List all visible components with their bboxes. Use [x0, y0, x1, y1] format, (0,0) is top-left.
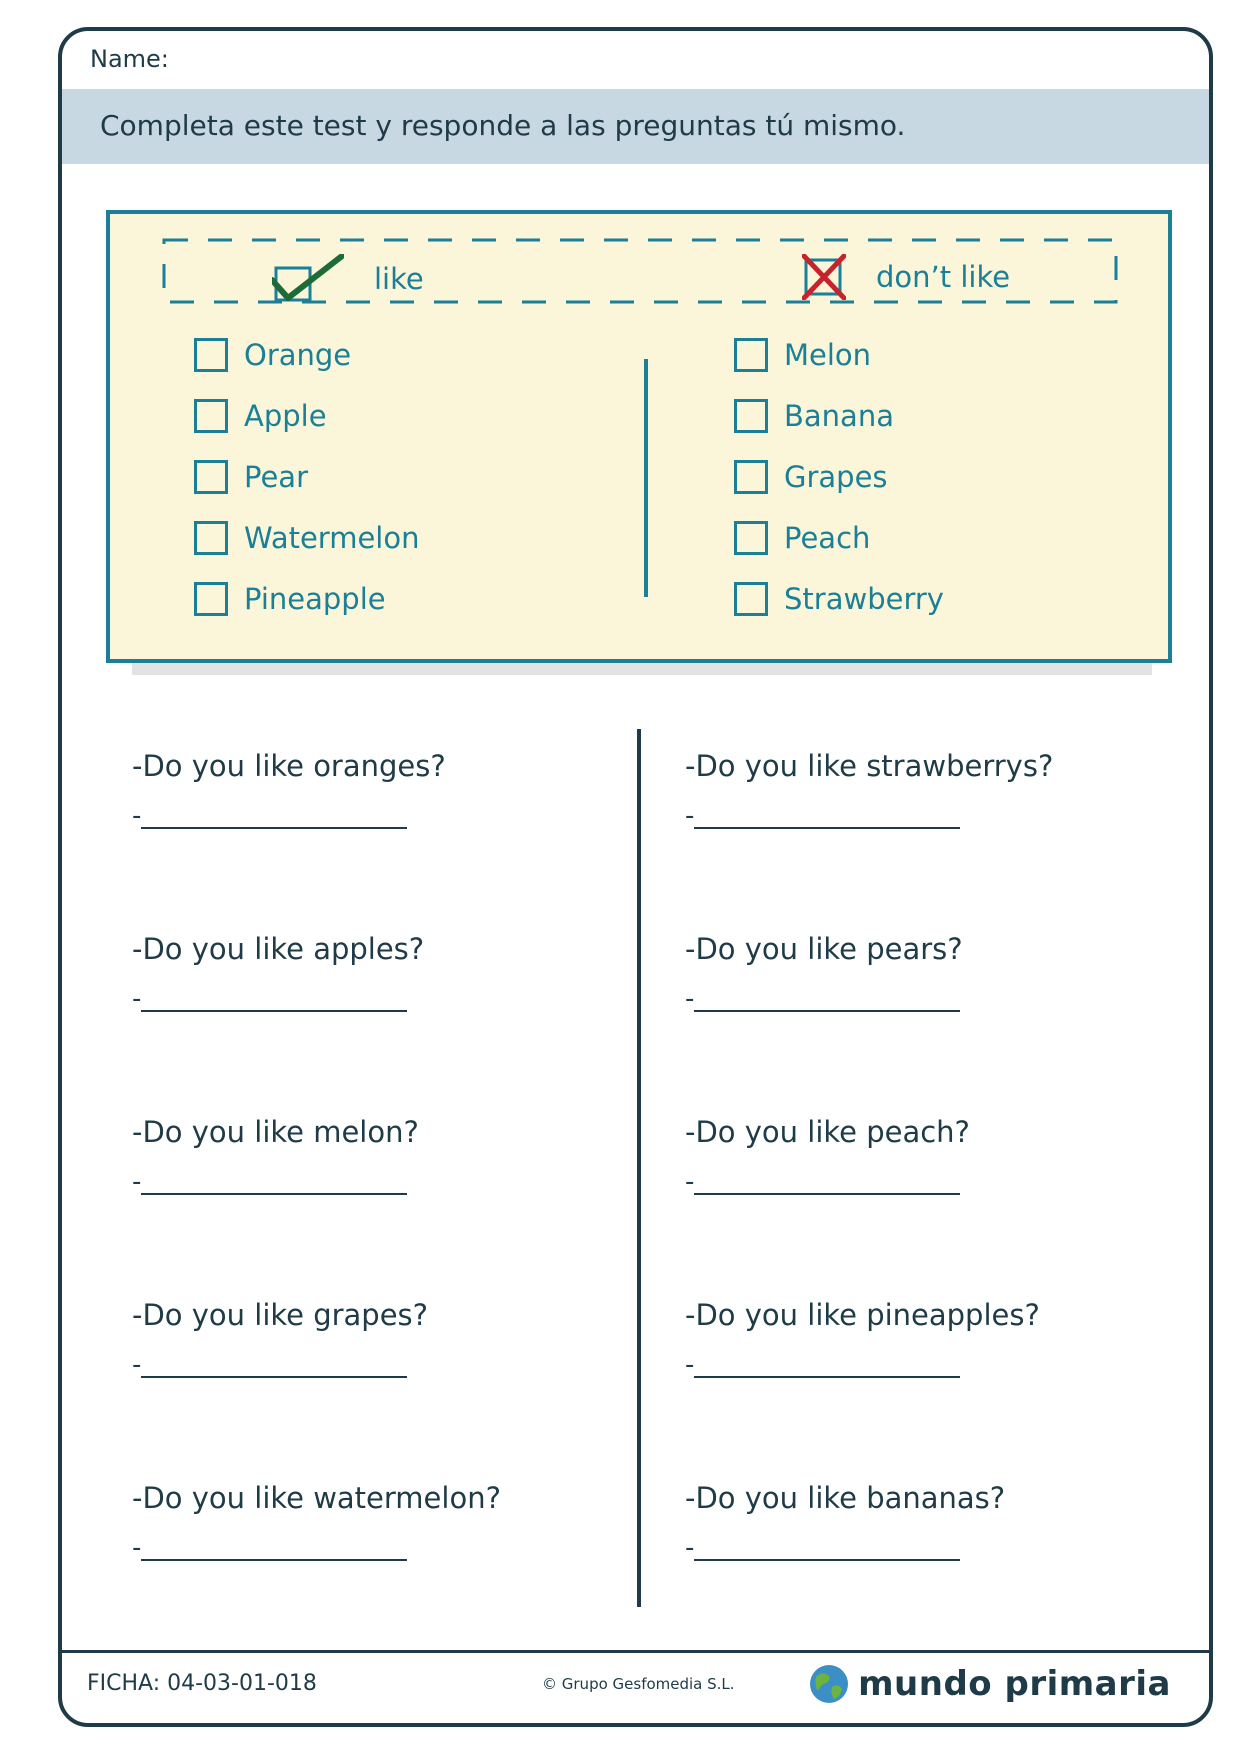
fruit-item: [734, 324, 944, 385]
question-item: [685, 1115, 970, 1195]
question-text: -Do you like oranges?: [132, 749, 446, 783]
fruit-item: [194, 324, 420, 385]
cross-icon: [802, 254, 846, 300]
answer-dash: -: [685, 1167, 695, 1197]
question-text: -Do you like apples?: [132, 932, 425, 966]
answer-field: [132, 799, 446, 829]
fruit-checkbox[interactable]: [194, 582, 228, 616]
question-text: -Do you like grapes?: [132, 1298, 429, 1332]
fruit-label: Banana: [784, 398, 894, 433]
fruit-panel: [106, 210, 1172, 663]
question-text: -Do you like peach?: [685, 1115, 970, 1149]
question-text: -Do you like melon?: [132, 1115, 419, 1149]
fruit-item: [194, 507, 420, 568]
fruit-checkbox[interactable]: [734, 399, 768, 433]
fruit-item: [734, 446, 944, 507]
brand-name: mundo primaria: [858, 1664, 1171, 1704]
fruit-checkbox[interactable]: [734, 338, 768, 372]
copyright: © Grupo Gesfomedia S.L.: [542, 1675, 735, 1693]
instructions-text: Completa este test y responde a las preguntas tú mismo.: [100, 109, 906, 142]
answer-line[interactable]: [141, 1193, 407, 1195]
answer-dash: -: [685, 984, 695, 1014]
answer-line[interactable]: [141, 1010, 407, 1012]
legend-dislike-label: don’t like: [876, 260, 1011, 294]
answer-line[interactable]: [141, 1559, 407, 1561]
answer-line[interactable]: [141, 827, 407, 829]
answer-field: [132, 1165, 419, 1195]
name-label: Name:: [90, 45, 169, 73]
worksheet: [58, 27, 1213, 1727]
fruit-label: Apple: [244, 398, 327, 433]
fruit-list-right: [734, 324, 944, 629]
ficha-code: FICHA: 04-03-01-018: [87, 1671, 317, 1696]
fruit-item: [734, 568, 944, 629]
question-text: -Do you like pears?: [685, 932, 963, 966]
fruit-label: Melon: [784, 337, 872, 372]
answer-line[interactable]: [694, 827, 960, 829]
fruit-label: Pineapple: [244, 581, 386, 616]
fruit-checkbox[interactable]: [734, 521, 768, 555]
answer-line[interactable]: [141, 1376, 407, 1378]
fruit-item: [194, 446, 420, 507]
answer-field: [685, 1165, 970, 1195]
fruit-item: [734, 507, 944, 568]
question-item: [685, 749, 1053, 829]
check-icon: [272, 254, 344, 304]
answer-field: [685, 982, 963, 1012]
answer-dash: -: [132, 1350, 142, 1380]
fruit-label: Watermelon: [244, 520, 420, 555]
question-item: [685, 932, 963, 1012]
fruit-checkbox[interactable]: [194, 521, 228, 555]
fruit-item: [194, 385, 420, 446]
fruit-checkbox[interactable]: [194, 399, 228, 433]
answer-line[interactable]: [694, 1010, 960, 1012]
fruit-label: Grapes: [784, 459, 888, 494]
answer-field: [685, 1348, 1040, 1378]
answer-field: [132, 1531, 501, 1561]
fruit-label: Pear: [244, 459, 308, 494]
panel-shadow: [132, 663, 1152, 675]
instructions-bar: [62, 89, 1209, 164]
fruit-checkbox[interactable]: [194, 460, 228, 494]
question-item: [685, 1298, 1040, 1378]
question-text: -Do you like bananas?: [685, 1481, 1006, 1515]
name-row: [62, 31, 1209, 92]
answer-field: [132, 1348, 428, 1378]
fruit-checkbox[interactable]: [734, 582, 768, 616]
question-item: [132, 1481, 501, 1561]
question-text: -Do you like strawberrys?: [685, 749, 1054, 783]
globe-icon: [808, 1663, 850, 1705]
answer-line[interactable]: [694, 1193, 960, 1195]
fruit-checkbox[interactable]: [194, 338, 228, 372]
answer-field: [132, 982, 424, 1012]
question-item: [132, 1298, 428, 1378]
answer-dash: -: [685, 1350, 695, 1380]
answer-dash: -: [132, 984, 142, 1014]
question-item: [132, 1115, 419, 1195]
question-text: -Do you like watermelon?: [132, 1481, 501, 1515]
answer-field: [685, 1531, 1005, 1561]
question-item: [132, 932, 424, 1012]
legend-like: [272, 254, 424, 304]
legend-dislike: [802, 254, 1010, 300]
fruit-list-left: [194, 324, 420, 629]
answer-line[interactable]: [694, 1376, 960, 1378]
legend-box: [162, 238, 1118, 306]
fruit-label: Strawberry: [784, 581, 944, 616]
fruit-checkbox[interactable]: [734, 460, 768, 494]
question-item: [685, 1481, 1005, 1561]
answer-field: [685, 799, 1053, 829]
question-text: -Do you like pineapples?: [685, 1298, 1040, 1332]
fruit-label: Peach: [784, 520, 871, 555]
fruit-label: Orange: [244, 337, 352, 372]
footer: [62, 1650, 1209, 1723]
answer-dash: -: [132, 1533, 142, 1563]
legend-like-label: like: [374, 262, 424, 296]
question-item: [132, 749, 446, 829]
answer-dash: -: [132, 801, 142, 831]
answer-dash: -: [132, 1167, 142, 1197]
fruit-item: [734, 385, 944, 446]
fruit-item: [194, 568, 420, 629]
answer-dash: -: [685, 801, 695, 831]
brand-logo: [808, 1663, 1171, 1705]
answer-line[interactable]: [694, 1559, 960, 1561]
panel-divider: [644, 359, 648, 597]
questions-divider: [637, 729, 641, 1607]
answer-dash: -: [685, 1533, 695, 1563]
